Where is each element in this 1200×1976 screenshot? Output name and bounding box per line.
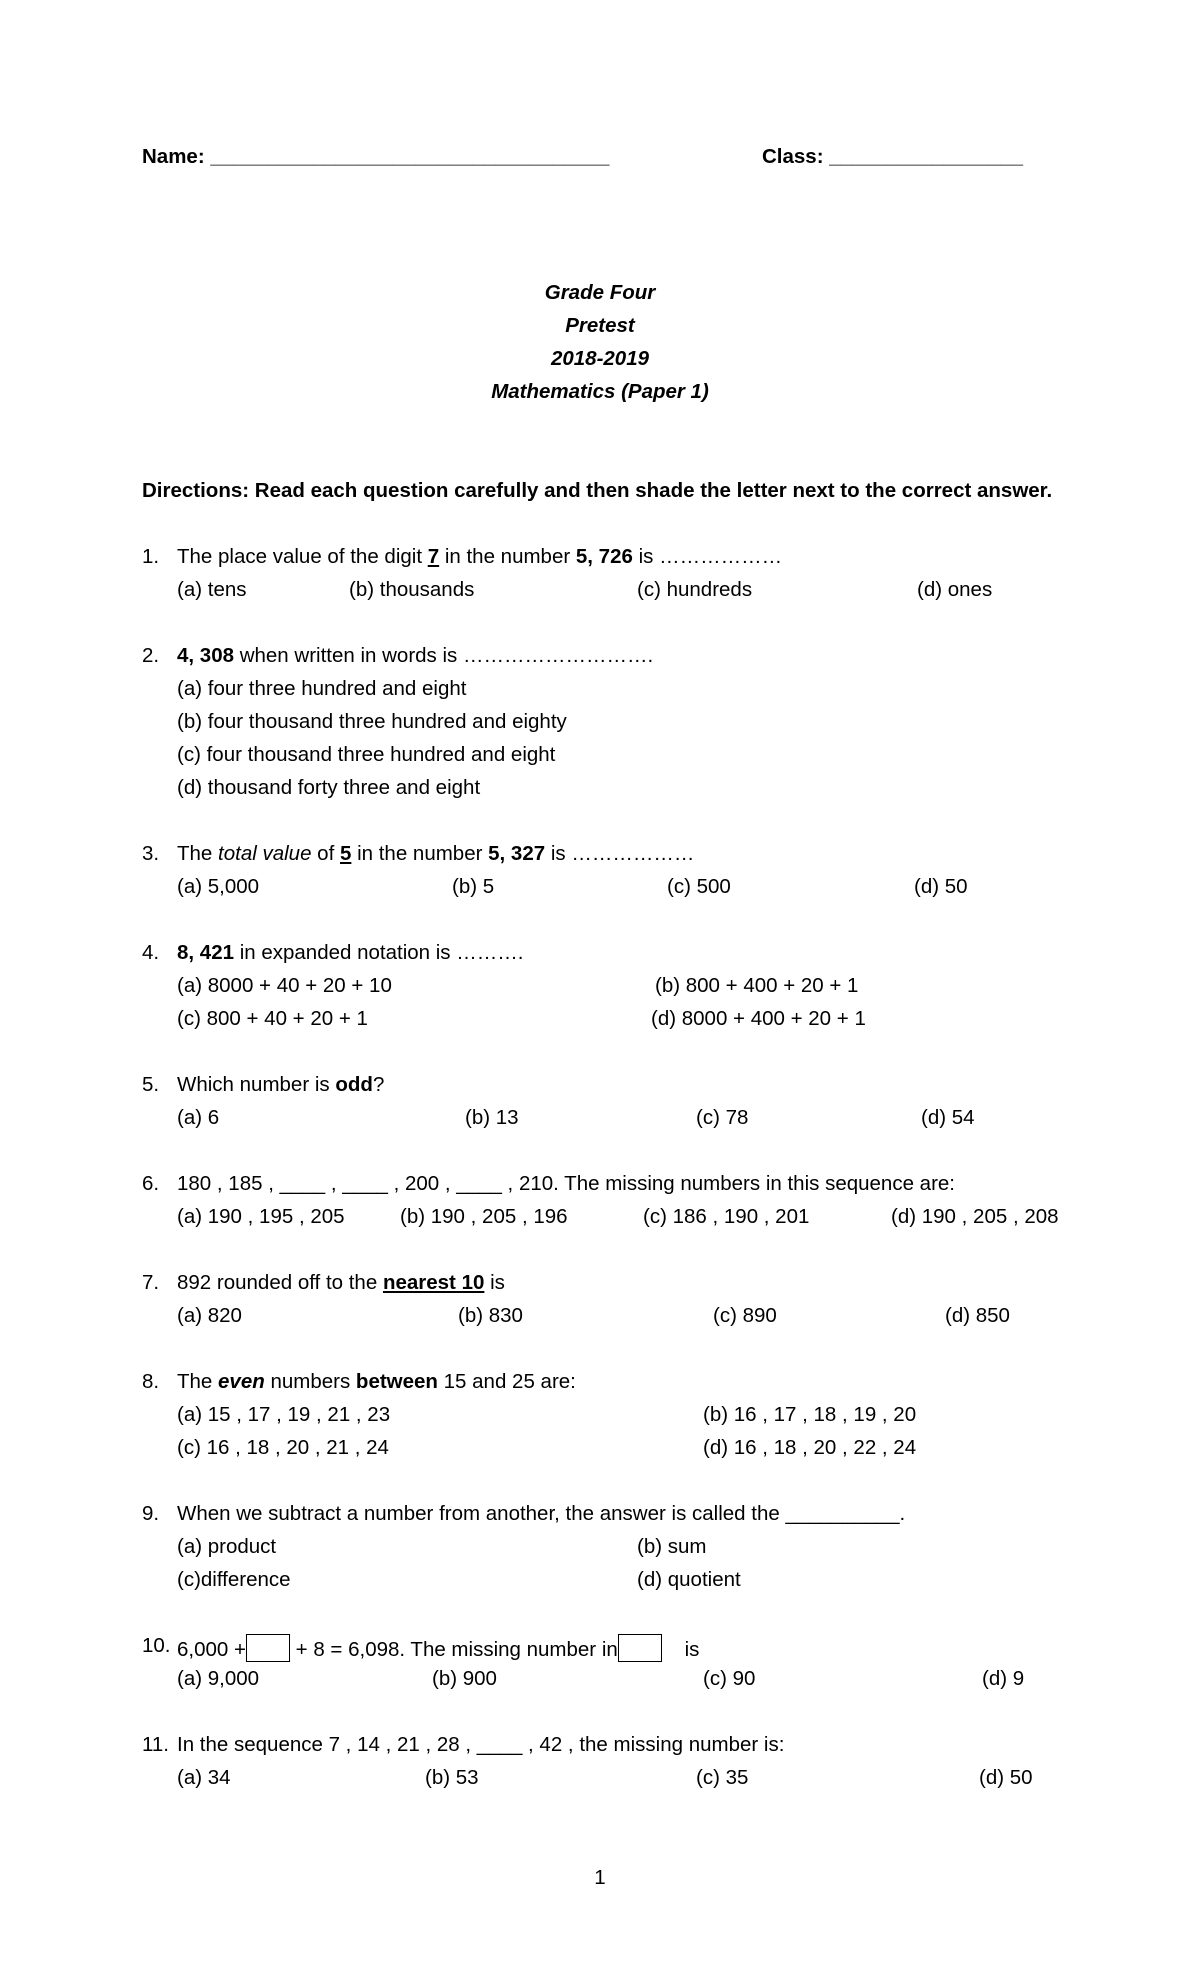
option-c[interactable]: (c) 890: [713, 1304, 777, 1327]
option-c[interactable]: (c) 16 , 18 , 20 , 21 , 24: [177, 1436, 389, 1459]
option-c[interactable]: (c) 78: [696, 1106, 749, 1129]
name-label: Name:: [142, 145, 205, 168]
title-year: 2018-2019: [550, 347, 650, 370]
option-b[interactable]: (b) 830: [458, 1304, 523, 1327]
option-a[interactable]: (a) four three hundred and eight: [177, 677, 467, 700]
question-number: 10.: [142, 1634, 171, 1657]
option-d[interactable]: (d) 16 , 18 , 20 , 22 , 24: [703, 1436, 917, 1459]
question-number: 5.: [142, 1073, 160, 1096]
class-field[interactable]: [762, 145, 1023, 169]
option-d[interactable]: (d) 9: [982, 1667, 1025, 1690]
question-number: 2.: [142, 644, 160, 667]
question-stem: 6,000 + + 8 = 6,098. The missing number in is: [177, 1634, 699, 1662]
question-number: 8.: [142, 1370, 160, 1393]
answer-box: [246, 1634, 290, 1662]
question-number: 4.: [142, 941, 160, 964]
question-number: 11.: [142, 1733, 169, 1756]
option-b[interactable]: (b) sum: [637, 1535, 707, 1558]
question-stem: 892 rounded off to the nearest 10 is: [177, 1271, 505, 1294]
question-stem: The place value of the digit 7 in the number 5, 726 is ………………: [177, 545, 783, 568]
option-c[interactable]: (c) 35: [696, 1766, 749, 1789]
option-b[interactable]: (b) 5: [452, 875, 495, 898]
question-number: 9.: [142, 1502, 160, 1525]
option-d[interactable]: (d) 190 , 205 , 208: [891, 1205, 1059, 1228]
option-a[interactable]: (a) 34: [177, 1766, 231, 1789]
option-c[interactable]: (c) 800 + 40 + 20 + 1: [177, 1007, 368, 1030]
answer-box: [618, 1634, 662, 1662]
question-stem: 180 , 185 , ____ , ____ , 200 , ____ , 210. The missing numbers in this sequence are:: [177, 1172, 955, 1195]
option-b[interactable]: (b) 900: [432, 1667, 497, 1690]
question-number: 6.: [142, 1172, 160, 1195]
question-stem: 8, 421 in expanded notation is ……….: [177, 941, 524, 964]
question-number: 3.: [142, 842, 160, 865]
option-a[interactable]: (a) 5,000: [177, 875, 260, 898]
option-b[interactable]: (b) four thousand three hundred and eighty: [177, 710, 567, 733]
option-d[interactable]: (d) 50: [914, 875, 968, 898]
option-a[interactable]: (a) 190 , 195 , 205: [177, 1205, 345, 1228]
title-subject: Mathematics (Paper 1): [491, 380, 709, 403]
class-blank: _________________: [829, 145, 1024, 168]
option-d[interactable]: (d) 8000 + 400 + 20 + 1: [651, 1007, 866, 1030]
title-pretest: Pretest: [565, 314, 635, 337]
option-c[interactable]: (c) 186 , 190 , 201: [643, 1205, 810, 1228]
option-a[interactable]: (a) 15 , 17 , 19 , 21 , 23: [177, 1403, 391, 1426]
question-stem: The even numbers between 15 and 25 are:: [177, 1370, 576, 1393]
option-b[interactable]: (b) thousands: [349, 578, 475, 601]
option-b[interactable]: (b) 16 , 17 , 18 , 19 , 20: [703, 1403, 917, 1426]
option-d[interactable]: (d) ones: [917, 578, 993, 601]
question-number: 7.: [142, 1271, 160, 1294]
option-d[interactable]: (d) 850: [945, 1304, 1010, 1327]
option-d[interactable]: (d) thousand forty three and eight: [177, 776, 481, 799]
page-number: 1: [594, 1866, 606, 1889]
option-b[interactable]: (b) 800 + 400 + 20 + 1: [655, 974, 859, 997]
option-a[interactable]: (a) 820: [177, 1304, 242, 1327]
option-c[interactable]: (c) hundreds: [637, 578, 753, 601]
directions: Directions: Read each question carefully and then shade the letter next to the correct answer.: [142, 479, 1053, 502]
question-stem: 4, 308 when written in words is ……………………….: [177, 644, 654, 667]
option-d[interactable]: (d) 54: [921, 1106, 975, 1129]
option-b[interactable]: (b) 13: [465, 1106, 519, 1129]
name-blank: ___________________________________: [210, 145, 610, 168]
option-a[interactable]: (a) product: [177, 1535, 277, 1558]
option-c[interactable]: (c)difference: [177, 1568, 291, 1591]
class-label: Class:: [762, 145, 824, 168]
option-c[interactable]: (c) 500: [667, 875, 731, 898]
option-a[interactable]: (a) 9,000: [177, 1667, 260, 1690]
option-c[interactable]: (c) four thousand three hundred and eight: [177, 743, 556, 766]
question-stem: Which number is odd?: [177, 1073, 385, 1096]
title-grade: Grade Four: [544, 281, 656, 304]
option-b[interactable]: (b) 53: [425, 1766, 479, 1789]
option-d[interactable]: (d) quotient: [637, 1568, 741, 1591]
name-field[interactable]: [142, 145, 609, 169]
option-d[interactable]: (d) 50: [979, 1766, 1033, 1789]
option-a[interactable]: (a) tens: [177, 578, 247, 601]
option-a[interactable]: (a) 8000 + 40 + 20 + 10: [177, 974, 392, 997]
option-c[interactable]: (c) 90: [703, 1667, 756, 1690]
option-b[interactable]: (b) 190 , 205 , 196: [400, 1205, 568, 1228]
question-stem: In the sequence 7 , 14 , 21 , 28 , ____ , 42 , the missing number is:: [177, 1733, 785, 1756]
option-a[interactable]: (a) 6: [177, 1106, 220, 1129]
question-stem: When we subtract a number from another, the answer is called the __________.: [177, 1502, 906, 1525]
question-stem: The total value of 5 in the number 5, 327 is ………………: [177, 842, 695, 865]
question-number: 1.: [142, 545, 160, 568]
